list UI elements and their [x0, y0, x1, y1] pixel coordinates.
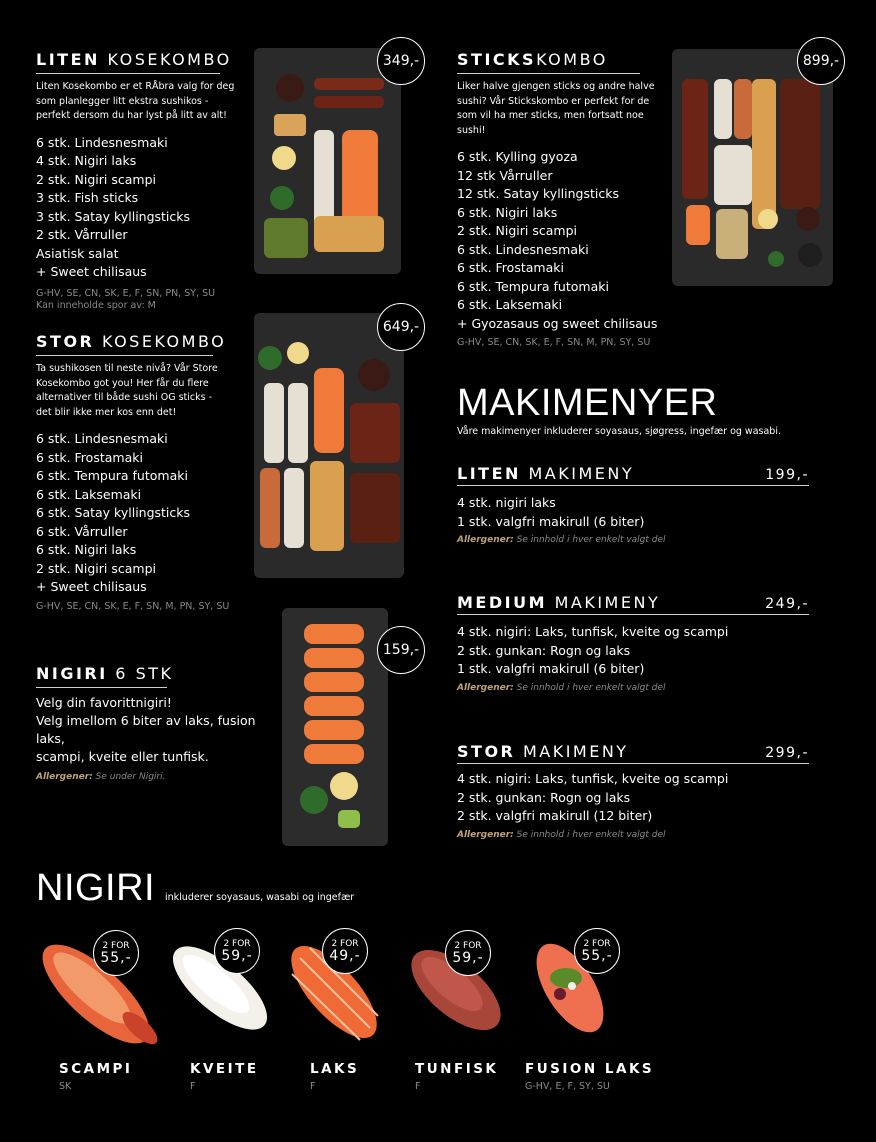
badge-top: 2 FOR	[583, 938, 611, 949]
list-item: 6 stk. Satay kyllingsticks	[36, 505, 191, 520]
price: 299,-	[765, 745, 809, 761]
stickskombo-photo	[672, 49, 833, 286]
list-item: 6 stk. Laksemaki	[36, 486, 142, 502]
makimenyer-subtitle: Våre makimenyer inkluderer soyasaus, sjøgress, ingefær og wasabi.	[457, 426, 781, 437]
title-rule	[36, 355, 213, 356]
price: 199,-	[765, 467, 809, 483]
nigiri-allergens: F	[190, 1081, 196, 1092]
medium-makimeny-section	[457, 593, 809, 693]
list-item: 6 stk. Tempura futomaki	[457, 278, 609, 294]
list-item: 1 stk. valgfri makirull (6 biter)	[457, 661, 645, 676]
price-badge: 159,-	[377, 626, 425, 674]
allergen-text: Se innhold i hver enkelt valgt del	[516, 682, 666, 693]
nigiri-name: KVEITE	[190, 1061, 259, 1077]
price-badge	[445, 930, 491, 976]
list-item: 2 stk. gunkan: Rogn og laks	[457, 789, 631, 805]
list-item: Asiatisk salat	[36, 245, 119, 261]
allergen-note	[36, 772, 276, 782]
liten-makimeny-section	[457, 464, 809, 545]
title-rule	[36, 687, 167, 688]
title-rule	[36, 73, 220, 74]
price-badge	[93, 930, 139, 976]
list-item: 6 stk. Lindesnesmaki	[457, 241, 589, 257]
section-title: STOR MAKIMENY	[457, 742, 629, 761]
nigiri-item-scampi	[30, 928, 170, 1098]
allergen-note	[457, 683, 809, 693]
allergen-label: Allergener:	[457, 535, 514, 545]
list-item: 12 stk Vårruller	[457, 167, 553, 183]
badge-top: 2 FOR	[102, 940, 130, 951]
allergens: G-HV, SE, CN, SK, E, F, SN, M, PN, SY, SU	[457, 337, 651, 348]
list-item: 2 stk. valgfri makirull (12 biter)	[457, 808, 653, 823]
list-item: 3 stk. Satay kyllingsticks	[36, 208, 191, 224]
liten-kosekombo-section	[36, 50, 236, 312]
nigiri-name: SCAMPI	[59, 1061, 133, 1077]
allergens: G-HV, SE, CN, SK, E, F, SN, PN, SY, SU	[36, 287, 216, 299]
section-title: STICKSKOMBO	[457, 50, 608, 69]
makimenyer-title: MAKIMENYER	[457, 382, 718, 424]
nigiri-allergens: F	[310, 1081, 316, 1092]
section-title: MEDIUM MAKIMENY	[457, 593, 661, 612]
text-line: Velg imellom 6 biter av laks, fusion laks,	[36, 713, 256, 746]
stor-kosekombo-section	[36, 332, 236, 613]
price: 249,-	[765, 596, 809, 612]
item-list	[457, 494, 809, 531]
price-badge: 899,-	[797, 37, 845, 85]
allergen-text: Se innhold i hver enkelt valgt del	[516, 535, 666, 545]
list-item: 6 stk. Tempura futomaki	[36, 468, 188, 483]
item-list	[36, 430, 236, 597]
list-item: 4 stk. nigiri: Laks, tunfisk, kveite og scampi	[457, 771, 729, 786]
nigiri-6-photo	[282, 608, 388, 846]
allergen-text: Se under Nigiri.	[95, 772, 166, 782]
list-item: 6 stk. Frostamaki	[457, 260, 564, 275]
section-title: LITEN KOSEKOMBO	[36, 50, 232, 69]
list-item: + Sweet chilisaus	[36, 579, 147, 594]
list-item: 2 stk. Nigiri scampi	[36, 171, 156, 187]
badge-price: 59,-	[221, 947, 253, 964]
nigiri-item-fusion-laks	[518, 928, 658, 1098]
section-title: LITEN MAKIMENY	[457, 464, 635, 483]
list-item: 6 stk. Kylling gyoza	[457, 149, 578, 164]
list-item: 2 stk. Nigiri scampi	[36, 560, 156, 576]
list-item: 6 stk. Nigiri laks	[36, 542, 137, 557]
list-item: 4 stk. Nigiri laks	[36, 153, 137, 168]
item-list	[457, 148, 662, 333]
nigiri-title: NIGIRI	[36, 867, 156, 909]
section-description: Liten Kosekombo er et RÅbra valg for deg som planlegger litt ekstra sushikos - perfekt dersom du har lyst på litt av alt!	[36, 81, 235, 121]
section-description: Ta sushikosen til neste nivå? Vår Store Kosekombo got you! Her får du flere alternativer til både sushi OG sticks - det blir ikke mer kos enn det!	[36, 363, 218, 418]
stor-makimeny-section	[457, 742, 809, 840]
allergen-note	[457, 535, 809, 545]
nigiri-subtitle: inkluderer soyasaus, wasabi og ingefær	[165, 892, 355, 903]
list-item: 6 stk. Lindesnesmaki	[36, 431, 168, 446]
list-item: 6 stk. Lindesnesmaki	[36, 134, 168, 150]
nigiri-item-kveite	[158, 928, 288, 1098]
list-item: 2 stk. gunkan: Rogn og laks	[457, 642, 631, 658]
allergens: G-HV, SE, CN, SK, E, F, SN, M, PN, SY, SU	[36, 600, 230, 612]
allergen-note	[457, 830, 809, 840]
list-item: 6 stk. Laksemaki	[457, 297, 563, 312]
list-item: + Sweet chilisaus	[36, 264, 147, 279]
text-line: Velg din favorittnigiri!	[36, 695, 172, 710]
item-list	[457, 623, 809, 679]
nigiri-name: TUNFISK	[415, 1061, 499, 1077]
list-item: 6 stk. Vårruller	[36, 523, 128, 539]
allergen-label: Allergener:	[457, 829, 514, 840]
item-list	[36, 134, 236, 282]
nigiri-allergens: G-HV, E, F, SY, SU	[525, 1081, 610, 1092]
section-title: STOR KOSEKOMBO	[36, 332, 227, 351]
price-badge	[214, 928, 260, 974]
nigiri-allergens: SK	[59, 1081, 72, 1092]
badge-price: 55,-	[100, 949, 132, 966]
section-title: NIGIRI 6 STK	[36, 664, 174, 683]
list-item: 4 stk. nigiri: Laks, tunfisk, kveite og scampi	[457, 624, 729, 639]
list-item: 6 stk. Frostamaki	[36, 449, 143, 465]
nigiri-allergens: F	[415, 1081, 421, 1092]
badge-price: 59,-	[452, 949, 484, 966]
nigiri-item-laks	[280, 928, 400, 1098]
badge-top: 2 FOR	[454, 940, 482, 951]
list-item: 6 stk. Nigiri laks	[457, 204, 558, 220]
allergens-note: Kan inneholde spor av: M	[36, 299, 156, 311]
allergen-text: Se innhold i hver enkelt valgt del	[516, 829, 666, 840]
title-rule	[457, 73, 640, 74]
stor-kosekombo-photo	[254, 313, 404, 578]
list-item: 2 stk. Nigiri scampi	[457, 223, 577, 238]
list-item: 4 stk. nigiri laks	[457, 495, 556, 510]
price-badge	[574, 928, 620, 974]
item-list	[457, 770, 809, 826]
liten-kosekombo-photo	[254, 48, 401, 274]
allergen-label: Allergener:	[36, 772, 93, 782]
nigiri-6-text	[36, 694, 276, 766]
title-rule	[457, 763, 809, 764]
nigiri-name: FUSION LAKS	[525, 1061, 655, 1077]
allergen-label: Allergener:	[457, 682, 514, 693]
list-item: 3 stk. Fish sticks	[36, 190, 139, 205]
badge-price: 49,-	[329, 947, 361, 964]
list-item: 1 stk. valgfri makirull (6 biter)	[457, 513, 645, 529]
price-badge: 349,-	[377, 37, 425, 85]
badge-price: 55,-	[581, 947, 613, 964]
list-item: 12 stk. Satay kyllingsticks	[457, 186, 619, 201]
badge-top: 2 FOR	[223, 938, 251, 949]
nigiri-6-section	[36, 664, 276, 782]
badge-top: 2 FOR	[331, 938, 359, 949]
price-badge: 649,-	[377, 303, 425, 351]
title-rule	[457, 485, 809, 486]
nigiri-name: LAKS	[310, 1061, 360, 1077]
nigiri-item-tunfisk	[408, 928, 528, 1098]
price-badge	[322, 928, 368, 974]
list-item: 2 stk. Vårruller	[36, 227, 128, 242]
title-rule	[457, 614, 809, 615]
text-line: scampi, kveite eller tunfisk.	[36, 749, 209, 764]
list-item: + Gyozasaus og sweet chilisaus	[457, 315, 658, 331]
section-description: Liker halve gjengen sticks og andre halve sushi? Vår Stickskombo er perfekt for de som vil ha mer sticks, men fortsatt noe sushi!	[457, 81, 655, 136]
stickskombo-section	[457, 50, 662, 349]
